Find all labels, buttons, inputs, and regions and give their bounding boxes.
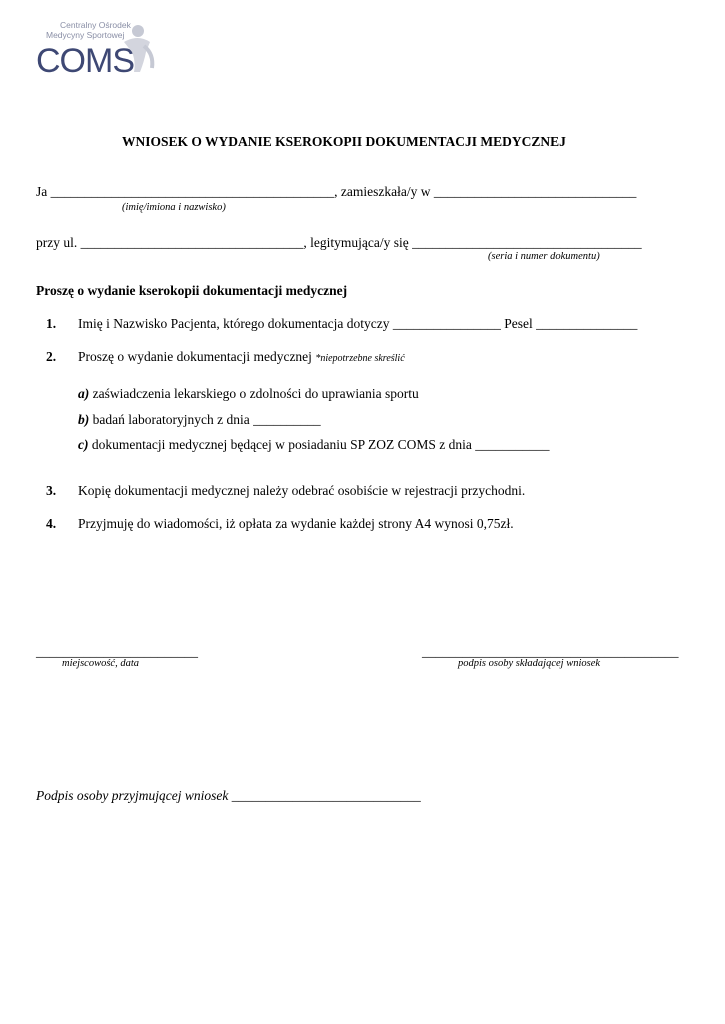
item-4-number: 4. xyxy=(46,516,57,531)
logo-line1: Centralny Ośrodek xyxy=(60,20,131,30)
place-date-line: ________________________ xyxy=(36,644,198,659)
subitem-a xyxy=(78,386,419,402)
name-caption: (imię/imiona i nazwisko) xyxy=(122,202,226,213)
logo-line2: Medycyny Sportowej xyxy=(46,30,125,40)
place-date-caption: miejscowość, data xyxy=(62,658,139,669)
athlete-figure-icon xyxy=(116,22,158,78)
subitem-c-letter: c) xyxy=(78,437,89,452)
subitem-b xyxy=(78,412,321,428)
subitem-b-letter: b) xyxy=(78,412,90,427)
applicant-signature-caption: podpis osoby składającej wniosek xyxy=(458,658,601,669)
item-3-text: Kopię dokumentacji medycznej należy odebrać osobiście w rejestracji przychodni. xyxy=(78,483,526,498)
item-2-number: 2. xyxy=(46,349,57,364)
receiver-signature xyxy=(36,788,421,804)
applicant-signature-line: ______________________________________ xyxy=(422,644,679,659)
item-1-number: 1. xyxy=(46,316,57,331)
subitem-c xyxy=(78,437,550,453)
item-2-main: Proszę o wydanie dokumentacji medycznej xyxy=(78,349,316,364)
document-title: WNIOSEK O WYDANIE KSEROKOPII DOKUMENTACJI MEDYCZNEJ xyxy=(122,134,566,149)
item-3-number: 3. xyxy=(46,483,57,498)
item-2-text xyxy=(78,349,405,365)
coms-logo xyxy=(36,20,160,80)
address-document-line: przy ul. _________________________________, legitymująca/y się __________________________________ xyxy=(36,235,642,250)
request-heading: Proszę o wydanie kserokopii dokumentacji medycznej xyxy=(36,283,348,298)
document-caption: (seria i numer dokumentu) xyxy=(488,251,600,262)
receiver-label: Podpis osoby przyjmującej wniosek xyxy=(36,788,229,803)
item-1-text: Imię i Nazwisko Pacjenta, którego dokumentacja dotyczy ________________ Pesel _______________ xyxy=(78,316,638,331)
subitem-b-text: badań laboratoryjnych z dnia __________ xyxy=(89,412,321,427)
item-4-text: Przyjmuję do wiadomości, iż opłata za wydanie każdej strony A4 wynosi 0,75zł. xyxy=(78,516,514,531)
applicant-name-line: Ja __________________________________________, zamieszkała/y w ______________________________ xyxy=(36,184,637,199)
subitem-c-text: dokumentacji medycznej będącej w posiadaniu SP ZOZ COMS z dnia ___________ xyxy=(88,437,550,452)
item-2-note: *niepotrzebne skreślić xyxy=(315,353,405,364)
receiver-line: ____________________________ xyxy=(228,788,421,803)
subitem-a-letter: a) xyxy=(78,386,90,401)
logo-brand: COMS xyxy=(36,42,134,80)
subitem-a-text: zaświadczenia lekarskiego o zdolności do uprawiania sportu xyxy=(89,386,419,401)
